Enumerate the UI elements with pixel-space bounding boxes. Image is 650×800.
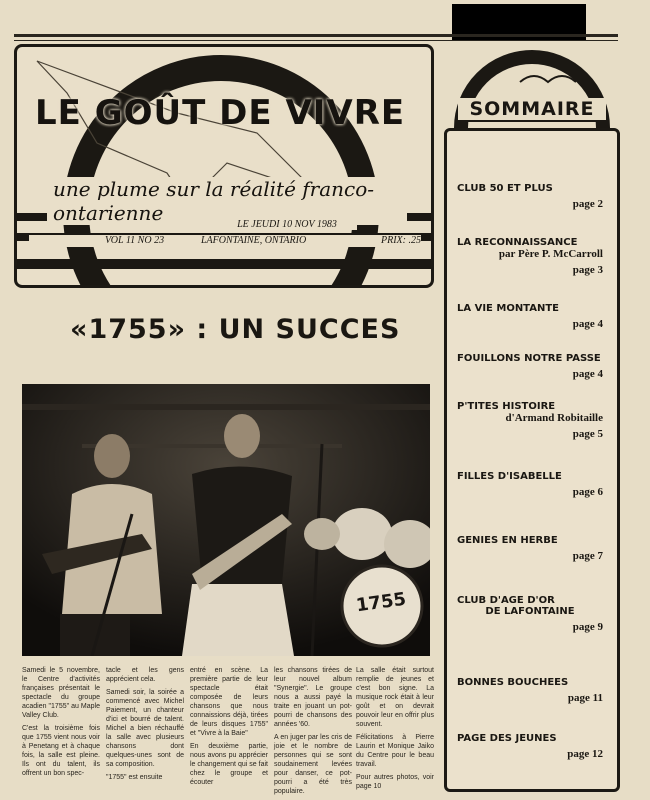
- sommaire-item[interactable]: [457, 471, 617, 498]
- sommaire-item-page: page 2: [572, 198, 603, 210]
- sommaire-item-page: page 9: [572, 621, 603, 633]
- paragraph: Samedi le 5 novembre, le Centre d'activités françaises présentait le spectacle du groupe acadien "1755" au Maple Valley Club.: [22, 667, 100, 719]
- article-column-1: [22, 666, 100, 782]
- sommaire-item[interactable]: [457, 401, 617, 440]
- sommaire-item-label: FILLES D'ISABELLE: [457, 471, 562, 482]
- paragraph: tacle et les gens apprécient cela.: [106, 667, 184, 683]
- sommaire-item-label: BONNES BOUCHEES: [457, 677, 569, 688]
- sommaire-title: SOMMAIRE: [458, 98, 606, 122]
- sommaire-list: [444, 128, 620, 792]
- issue-info: [29, 235, 421, 247]
- article-body: [22, 666, 434, 796]
- article-column-5: [356, 666, 434, 795]
- sommaire-item[interactable]: [457, 535, 617, 562]
- masthead-title: LE GOÛT DE VIVRE: [35, 93, 406, 133]
- sommaire-item-page: page 7: [572, 550, 603, 562]
- article-column-2: [106, 666, 184, 786]
- sommaire-item-sub: d'Armand Robitaille: [505, 412, 603, 424]
- sommaire-item-page: page 3: [572, 264, 603, 276]
- sommaire-item-page: page 6: [572, 486, 603, 498]
- paragraph: Félicitations à Pierre Laurin et Monique Jaiko du Centre pour le beau travail.: [356, 734, 434, 768]
- article-headline: «1755» : UN SUCCES: [70, 314, 401, 345]
- sommaire-item-label: LA VIE MONTANTE: [457, 303, 559, 314]
- paragraph: La salle était surtout remplie de jeunes et c'est bon signe. La musique rock était à leur goût et on devrait pouvoir leur en offrir plus souvent.: [356, 667, 434, 728]
- sommaire-item[interactable]: [457, 353, 617, 380]
- paragraph: En deuxième partie, nous avons pu apprécier le changement qui se fait chez le groupe et écouter: [190, 743, 268, 786]
- sommaire-item-page: page 11: [567, 692, 603, 704]
- paragraph: entré en scène. La première partie de leur spectacle était composée de leurs chansons que nous connaissions déjà, tirées de leurs disques 1755" et "Vivre à la Baie": [190, 667, 268, 737]
- article-column-4: [274, 666, 352, 800]
- top-rule: [14, 34, 618, 37]
- drum-logo: 1755: [354, 588, 408, 617]
- sommaire-item-page: page 4: [572, 368, 603, 380]
- paragraph: Pour autres photos, voir page 10: [356, 774, 434, 790]
- sommaire-item[interactable]: [457, 733, 617, 760]
- sommaire-item-label: FOUILLONS NOTRE PASSE: [457, 353, 601, 364]
- paragraph: les chansons tirées de leur nouvel album "Synergie". Le groupe nous a aussi payé la traite en jouant un pot-pourri de chansons des années '60.: [274, 667, 352, 728]
- paragraph: A en juger par les cris de joie et le nombre de personnes qui se sont soudainement levées pour danser, ce pot-pourri a été très populaire.: [274, 734, 352, 795]
- paragraph: C'est la troisième fois que 1755 vient nous voir à Penetang et à chaque fois, la salle est pleine. Ils ont du talent, ils offrent un bon spec-: [22, 725, 100, 777]
- issue-price: PRIX: .25: [381, 235, 421, 246]
- concert-photo: [22, 384, 430, 656]
- sommaire-item[interactable]: [457, 595, 617, 633]
- sommaire-item-sub: par Père P. McCarroll: [498, 248, 603, 260]
- sommaire-item-label: CLUB 50 ET PLUS: [457, 183, 553, 194]
- sommaire-item[interactable]: [457, 303, 617, 330]
- paragraph: "1755" est ensuite: [106, 774, 163, 781]
- sommaire-item-label: LA RECONNAISSANCE: [457, 237, 578, 248]
- seagull-icon: [518, 68, 578, 94]
- sommaire-item-label: CLUB D'AGE D'OR: [457, 595, 555, 606]
- sommaire-item-page: page 12: [567, 748, 603, 760]
- paragraph: Samedi soir, la soirée a commencé avec Michel Paiement, un chanteur d'ici et bourré de talent. Michel a bien réchauffé la salle avec plusieurs chansons dont quelques-unes sont de sa composition.: [106, 689, 184, 768]
- sommaire-item[interactable]: [457, 677, 617, 704]
- band-performance-image: [22, 384, 430, 656]
- sommaire-item-label: PAGE DES JEUNES: [457, 733, 557, 744]
- article-column-3: [190, 666, 268, 791]
- sommaire-item-label: P'TITES HISTOIRE: [457, 401, 556, 412]
- sommaire-item-page: page 4: [572, 318, 603, 330]
- sommaire-item-page: page 5: [572, 428, 603, 440]
- sommaire-item-sub: DE LAFONTAINE: [485, 606, 575, 617]
- masthead: [14, 44, 434, 288]
- issue-date: LE JEUDI 10 NOV 1983: [217, 219, 357, 230]
- top-rule-thin: [14, 40, 618, 41]
- masthead-tagline: une plume sur la réalité franco-ontarienne: [47, 177, 407, 225]
- issue-location: LAFONTAINE, ONTARIO: [201, 235, 307, 246]
- sommaire-item[interactable]: [457, 237, 617, 276]
- issue-volume: VOL 11 NO 23: [105, 235, 165, 246]
- sommaire-item-label: GENIES EN HERBE: [457, 535, 558, 546]
- sommaire-item[interactable]: [457, 183, 617, 210]
